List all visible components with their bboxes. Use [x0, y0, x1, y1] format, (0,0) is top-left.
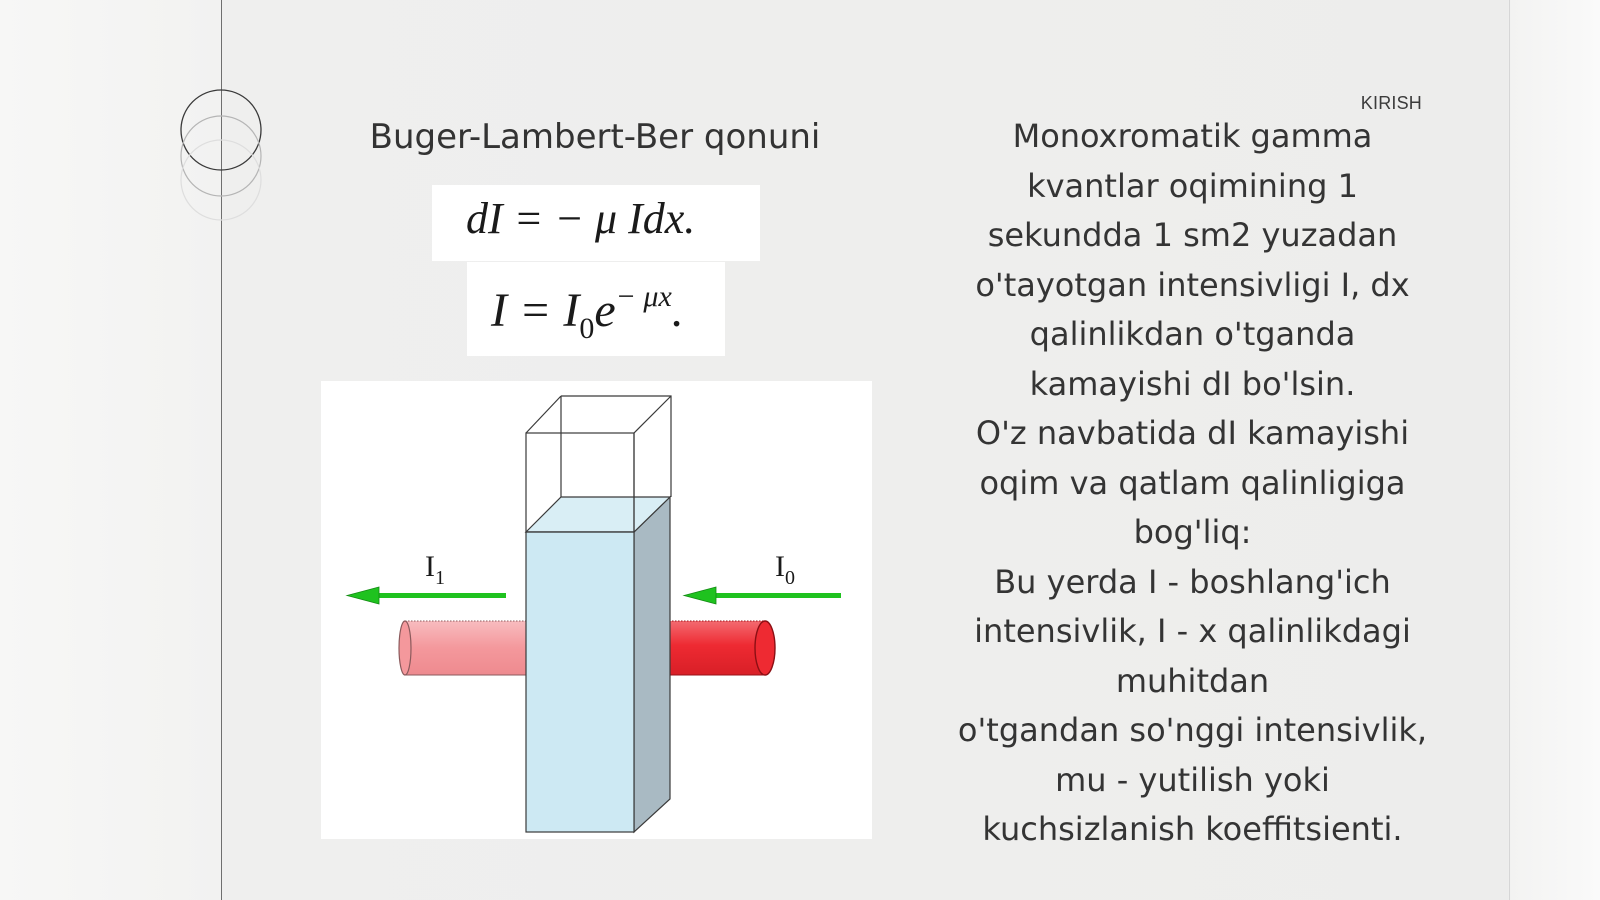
slide-title: Buger-Lambert-Ber qonuni — [369, 117, 821, 157]
body-line: muhitdan — [1115, 661, 1270, 700]
transmitted-beam-end-cap — [399, 621, 411, 675]
transmitted-arrow — [347, 587, 506, 604]
body-line: mu - yutilish yoki — [1055, 760, 1330, 799]
formula-integral-lhs: I = I — [491, 284, 580, 337]
body-line: kvantlar oqimining 1 — [1027, 166, 1358, 205]
decorative-circles — [178, 88, 264, 228]
attenuation-diagram — [321, 381, 872, 839]
body-line: O'z navbatida dI kamayishi — [975, 414, 1410, 452]
incident-arrow — [684, 587, 841, 604]
deco-circle-middle — [181, 116, 261, 196]
deco-circle-top — [181, 90, 261, 170]
right-vertical-rule — [1509, 0, 1510, 900]
transmitted-beam — [399, 621, 527, 675]
formula-differential — [432, 185, 760, 261]
body-line: kuchsizlanish koeffitsienti. — [982, 810, 1403, 848]
body-line: Monoxromatik gamma — [1012, 117, 1373, 155]
body-line: qalinlikdan o'tganda — [1029, 315, 1356, 353]
formula-integral — [467, 262, 725, 356]
transmitted-beam-body — [405, 621, 527, 675]
formula-integral-end: . — [671, 284, 684, 337]
incident-intensity-label: $I_0$ — [775, 550, 795, 589]
absorbing-medium — [526, 396, 671, 832]
body-line: o'tayotgan intensivligi I, dx — [975, 265, 1410, 304]
formula-integral-text — [491, 280, 684, 346]
body-line: oqim va qatlam qalinligiga — [979, 463, 1406, 502]
attenuation-diagram-svg — [321, 381, 872, 839]
body-text — [935, 112, 1450, 855]
body-line: bog'liq: — [1133, 513, 1252, 551]
incident-beam-end-cap — [755, 621, 775, 675]
medium-front-face — [526, 532, 634, 832]
section-label: KIRISH — [1360, 93, 1422, 113]
body-line: Bu yerda I - boshlang'ich — [994, 562, 1391, 601]
medium-side-face — [634, 497, 670, 832]
formula-integral-subscript: 0 — [579, 312, 595, 345]
formula-differential-text: dI = − μ Idx. — [466, 194, 696, 243]
body-line: sekundda 1 sm2 yuzadan — [987, 216, 1398, 254]
body-line: kamayishi dI bo'lsin. — [1029, 364, 1356, 403]
body-line: intensivlik, I - x qalinlikdagi — [974, 612, 1411, 650]
body-line: o'tgandan so'nggi intensivlik, — [957, 711, 1428, 749]
formula-integral-e: e — [594, 284, 616, 337]
formula-integral-exponent: − μx — [615, 280, 672, 313]
transmitted-intensity-label: $I_1$ — [425, 550, 445, 589]
deco-circle-bottom — [181, 140, 261, 220]
